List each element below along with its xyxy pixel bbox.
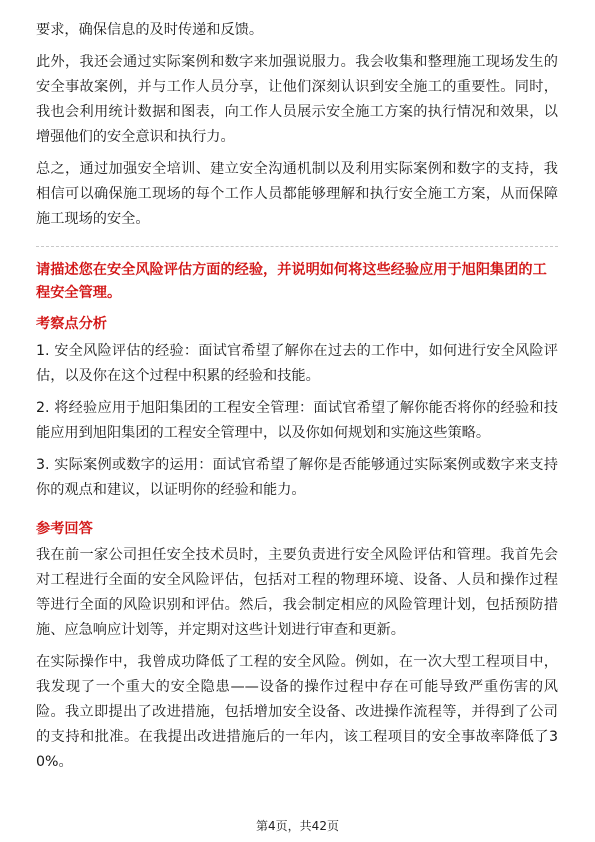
page-footer: 第4页，共42页 xyxy=(256,819,339,833)
section-divider xyxy=(36,246,558,247)
analysis-item: 3. 实际案例或数字的运用：面试官希望了解你是否能够通过实际案例或数字来支持你的观点和建议，以证明你的经验和能力。 xyxy=(36,457,558,498)
answer-paragraph: 我在前一家公司担任安全技术员时，主要负责进行安全风险评估和管理。我首先会对工程进行全面的安全风险评估，包括对工程的物理环境、设备、人员和操作过程等进行全面的风险识别和评估。然后，我会制定相应的风险管理计划，包括预防措施、应急响应计划等，并定期对这些计划进行审查和更新。 xyxy=(36,547,558,638)
analysis-item: 1. 安全风险评估的经验：面试官希望了解你在过去的工作中，如何进行安全风险评估，以及你在这个过程中积累的经验和技能。 xyxy=(36,343,558,384)
page-content xyxy=(36,18,558,775)
answer-heading: 参考回答 xyxy=(36,521,93,537)
body-paragraph: 此外，我还会通过实际案例和数字来加强说服力。我会收集和整理施工现场发生的安全事故案例，并与工作人员分享，让他们深刻认识到安全施工的重要性。同时，我也会利用统计数据和图表，向工作人员展示安全施工方案的执行情况和效果，以增强他们的安全意识和执行力。 xyxy=(36,54,558,145)
body-paragraph: 总之，通过加强安全培训、建立安全沟通机制以及利用实际案例和数字的支持，我相信可以确保施工现场的每个工作人员都能够理解和执行安全施工方案，从而保障施工现场的安全。 xyxy=(36,161,558,227)
interview-question: 请描述您在安全风险评估方面的经验，并说明如何将这些经验应用于旭阳集团的工程安全管理。 xyxy=(36,262,547,301)
analysis-heading: 考察点分析 xyxy=(36,316,107,332)
answer-paragraph: 在实际操作中，我曾成功降低了工程的安全风险。例如，在一次大型工程项目中，我发现了一个重大的安全隐患——设备的操作过程中存在可能导致严重伤害的风险。我立即提出了改进措施，包括增加安全设备、改进操作流程等，并得到了公司的支持和批准。在我提出改进措施后的一年内，该工程项目的安全事故率降低了30%。 xyxy=(36,654,558,770)
analysis-item: 2. 将经验应用于旭阳集团的工程安全管理：面试官希望了解你能否将你的经验和技能应用到旭阳集团的工程安全管理中，以及你如何规划和实施这些策略。 xyxy=(36,400,558,441)
body-paragraph: 要求，确保信息的及时传递和反馈。 xyxy=(36,22,264,38)
